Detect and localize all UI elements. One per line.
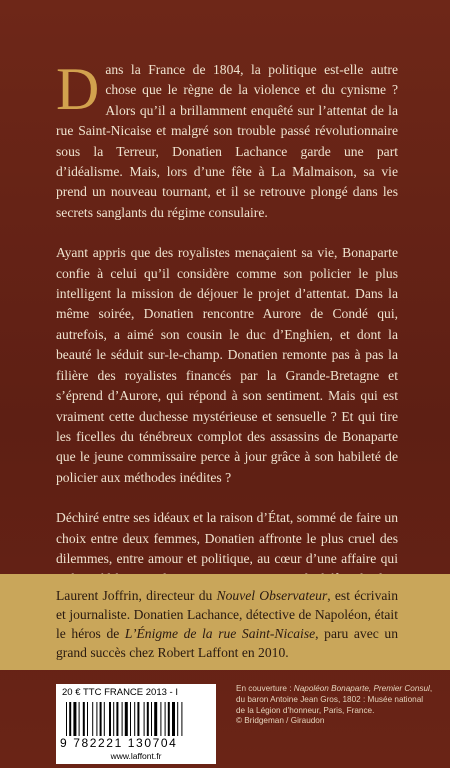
author-bio — [56, 586, 398, 662]
isbn-number: 9 782221 130704 — [60, 736, 178, 750]
credit-line-1: En couverture : — [236, 684, 294, 693]
author-bio-text-2: , est écrivain et journaliste. Donatien Lachance, détective de Napoléon, était le héros de — [56, 588, 398, 641]
cover-credits — [236, 684, 436, 727]
painting-title: Napoléon Bonaparte, Premier Consul — [293, 684, 430, 693]
price-label: 20 € TTC FRANCE 2013 - I — [62, 687, 178, 698]
summary-paragraph-1-text: ans la France de 1804, la politique est-elle autre chose que le règne de la violence et du cynisme ? Alors qu’il a brillamment enquêté sur l’attentat de la rue Saint-Nicaise et malgré son trouble passé révolutionnaire sous la Terreur, Donatien Lachance garde une part d’idéalisme. Mais, lors d’une fête à La Malmaison, sa vie prend un nouveau tournant, et il se retrouve plongé dans les secrets sanglants du régime consulaire. — [56, 62, 398, 220]
credit-line-2: du baron Antoine Jean Gros, 1802 : Musée national — [236, 694, 424, 704]
publisher-website: www.laffont.fr — [110, 751, 162, 761]
author-bio-text: Laurent Joffrin, directeur du — [56, 588, 217, 603]
credit-line-1-end: , — [429, 684, 433, 693]
barcode-label — [56, 684, 216, 764]
summary-paragraph-1 — [56, 56, 398, 223]
summary-text — [56, 56, 398, 610]
barcode-icon — [64, 702, 210, 736]
drop-cap: D — [56, 56, 100, 122]
credit-line-3: de la Légion d’honneur, Paris, France. — [236, 705, 375, 715]
magazine-title: Nouvel Observateur — [216, 588, 328, 603]
previous-book-title: L’Énigme de la rue Saint-Nicaise — [124, 626, 316, 641]
author-bio-text-3: , paru avec un grand succès chez Robert Laffont en 2010. — [56, 626, 398, 660]
summary-paragraph-2: Ayant appris que des royalistes menaçaient sa vie, Bonaparte confie à celui qu’il considère comme son policier le plus intelligent la mission de déjouer le projet d’attentat. Dans la même soirée, Donatien rencontre Aurore de Condé qui, autrefois, a aimé son cousin le duc d’Enghien, et dont la beauté le séduit sur-le-champ. Donatien remonte pas à pas la filière des royalistes financés par la Grande-Bretagne et s’éprend d’Aurore, qui répond à son sentiment. Mais qui est vraiment cette duchesse mystérieuse et sensuelle ? Et qui tire les ficelles du ténébreux complot des assassins de Bonaparte que le jeune commissaire perce à jour grâce à son habileté de policier aux méthodes inédites ? — [56, 245, 398, 485]
summary-paragraph-3: Déchiré entre ses idéaux et la raison d’État, sommé de faire un choix entre deux femmes, Donatien affronte le plus cruel des dilemmes, entre amour et politique, au cœur d’une affaire qui — [56, 510, 398, 566]
credit-line-4: © Bridgeman / Giraudon — [236, 716, 325, 726]
